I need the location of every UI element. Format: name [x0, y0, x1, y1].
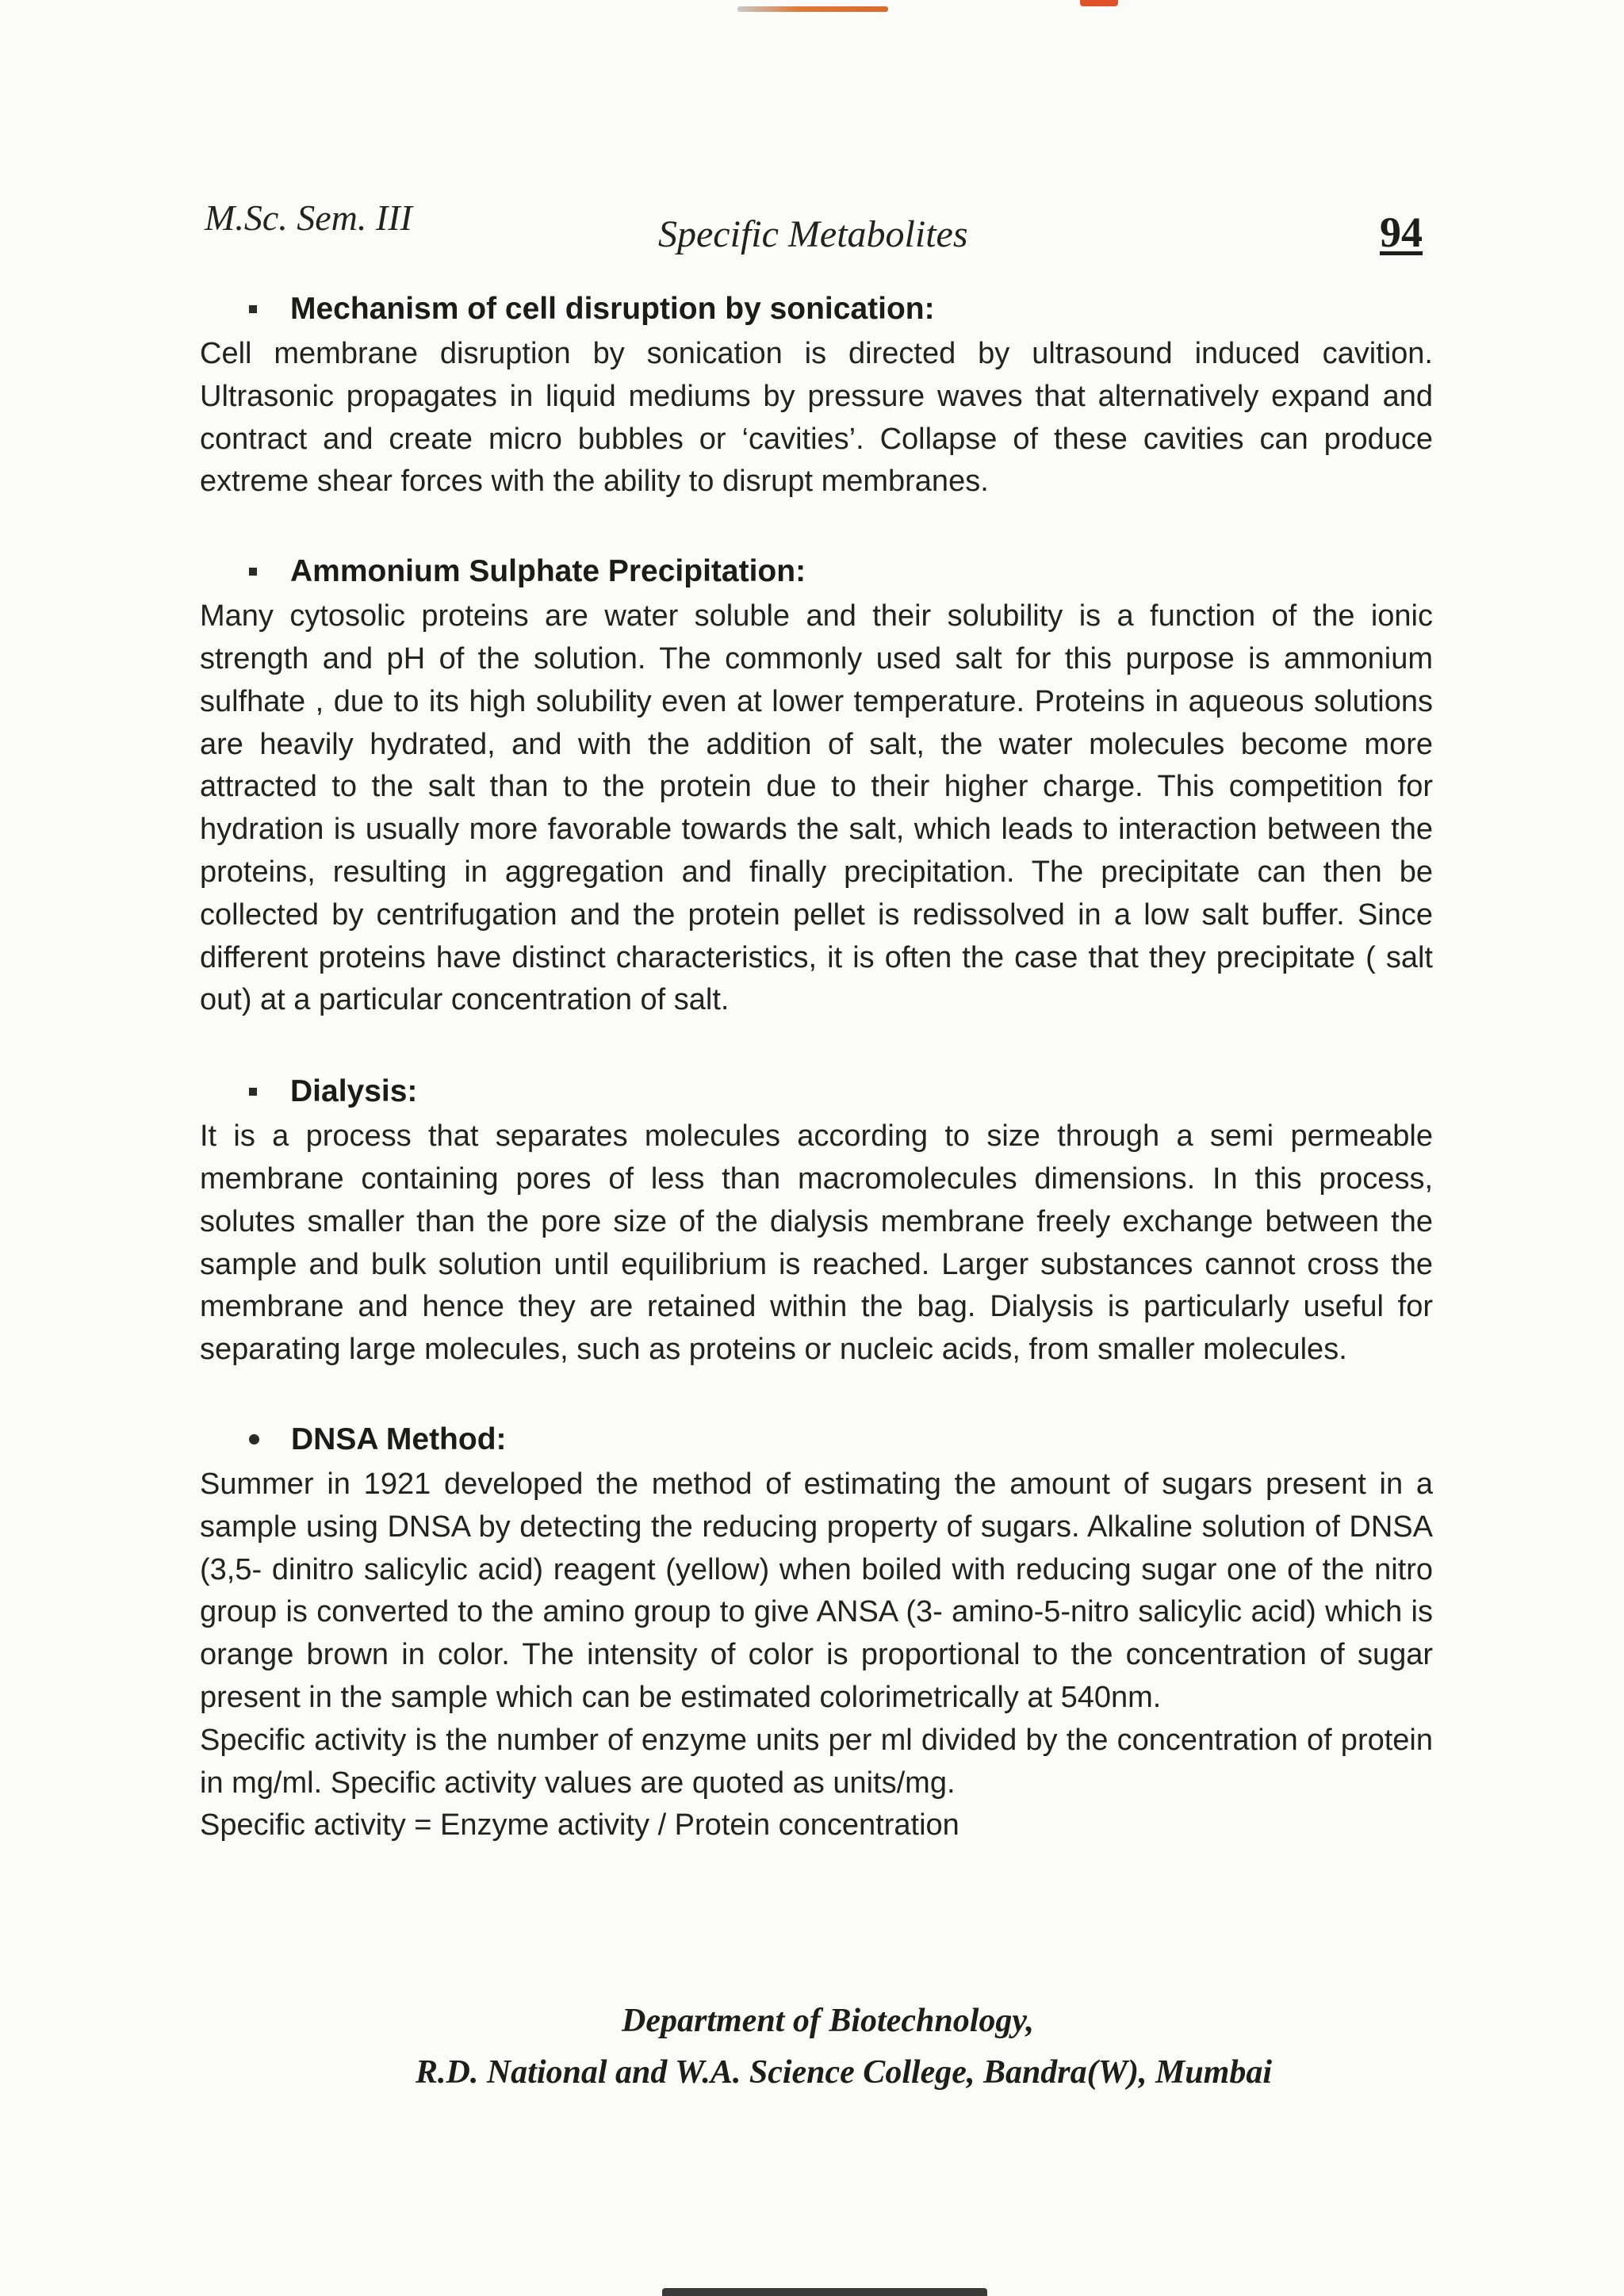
section-sonication: [200, 285, 1433, 503]
footer-college: R.D. National and W.A. Science College, Bandra(W), Mumbai: [415, 2054, 1273, 2091]
section-paragraph: Summer in 1921 developed the method of estimating the amount of sugars present in a sample using DNSA by detecting the reducing property of sugars. Alkaline solution of DNSA (3,5- dinitro salicylic acid) reagent (yellow) when boiled with reducing sugar one of the nitro group is converted to the amino group to give ANSA (3- amino-5-nitro salicylic acid) which is orange brown in color. The intensity of color is proportional to the concentration of sugar present in the sample which can be estimated colorimetrically at 540nm.: [200, 1467, 1433, 1714]
section-paragraph-specific-activity: Specific activity is the number of enzyme units per ml divided by the concentration of protein in mg/ml. Specific activity values are quoted as units/mg.: [200, 1723, 1433, 1800]
scan-artifact-top: [737, 6, 888, 12]
section-heading: [249, 1416, 1433, 1464]
section-heading-text: Mechanism of cell disruption by sonication:: [290, 292, 935, 326]
section-heading: [249, 548, 1433, 595]
page-number: 94: [1380, 209, 1423, 256]
square-bullet-icon: [249, 305, 257, 313]
section-dnsa-method: [200, 1416, 1433, 1847]
round-bullet-icon: [249, 1434, 259, 1445]
section-heading-text: Dialysis:: [290, 1074, 418, 1109]
section-paragraph: Cell membrane disruption by sonication is directed by ultrasound induced cavition. Ultrasonic propagates in liquid mediums by pressure waves that alternatively expand and contract and create micro bubbles or ‘cavities’. Collapse of these cavities can produce extreme shear forces with the ability to disrupt membranes.: [200, 337, 1433, 499]
scan-artifact-bottom: [662, 2288, 987, 2296]
header-title: Specific Metabolites: [658, 213, 968, 255]
footer-department: Department of Biotechnology,: [622, 2003, 1034, 2039]
section-ammonium-sulphate: [200, 548, 1433, 1022]
specific-activity-formula: Specific activity = Enzyme activity / Protein concentration: [200, 1808, 959, 1843]
page-content: [200, 285, 1433, 1847]
square-bullet-icon: [249, 1088, 257, 1096]
section-heading: [249, 1068, 1433, 1115]
section-heading-text: DNSA Method:: [291, 1422, 507, 1456]
section-paragraph: Many cytosolic proteins are water soluble and their solubility is a function of the ionic strength and pH of the solution. The commonly used salt for this purpose is ammonium sulfhate , due to its high solubility even at lower temperature. Proteins in aqueous solutions are heavily hydrated, and with the addition of salt, the water molecules become more attracted to the salt than to the protein due to their higher charge. This competition for hydration is usually more favorable towards the salt, which leads to interaction between the proteins, resulting in aggregation and finally precipitation. The precipitate can then be collected by centrifugation and the protein pellet is redissolved in a low salt buffer. Since different proteins have distinct characteristics, it is often the case that they precipitate ( salt out) at a particular concentration of salt.: [200, 599, 1433, 1017]
scan-artifact-top-right: [1080, 0, 1118, 6]
section-heading: [249, 285, 1433, 333]
section-dialysis: [200, 1068, 1433, 1372]
section-heading-text: Ammonium Sulphate Precipitation:: [290, 554, 806, 589]
section-paragraph: It is a process that separates molecules according to size through a semi permeable membrane containing pores of less than macromolecules dimensions. In this process, solutes smaller than the pore size of the dialysis membrane freely exchange between the sample and bulk solution until equilibrium is reached. Larger substances cannot cross the membrane and hence they are retained within the bag. Dialysis is particularly useful for separating large molecules, such as proteins or nucleic acids, from smaller molecules.: [200, 1119, 1433, 1367]
header-course: M.Sc. Sem. III: [205, 197, 412, 238]
square-bullet-icon: [249, 568, 257, 576]
